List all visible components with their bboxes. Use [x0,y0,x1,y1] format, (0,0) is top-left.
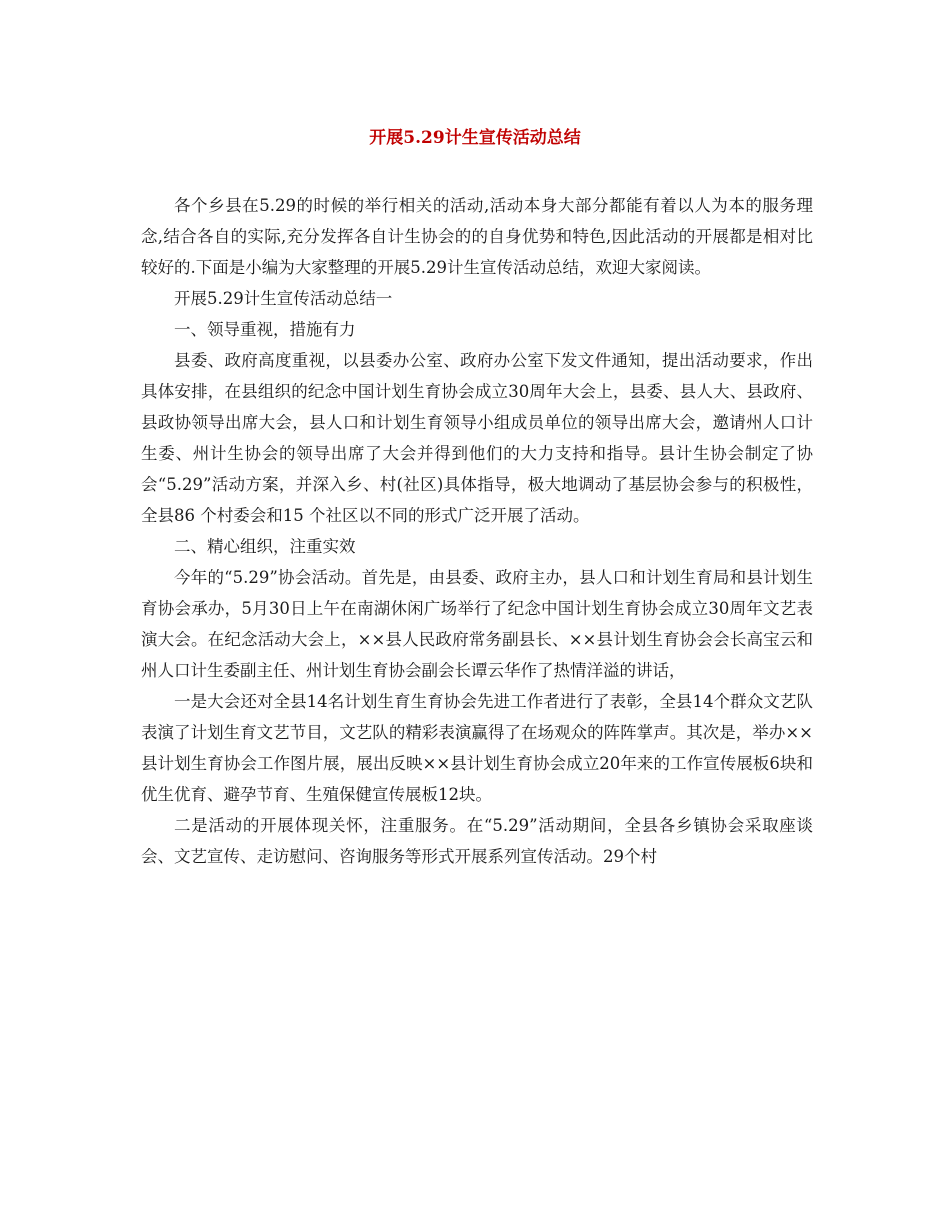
document-title: 开展5.29计生宣传活动总结 [369,128,581,148]
section-subtitle: 开展5.29计生宣传活动总结一 [174,289,393,308]
document-body [141,190,813,872]
body-paragraph: 二是活动的开展体现关怀，注重服务。在“5.29”活动期间，全县各乡镇协会采取座谈会、文艺宣传、走访慰问、咨询服务等形式开展系列宣传活动。29个村 [141,816,813,866]
section-heading-2: 二、精心组织，注重实效 [174,537,356,556]
body-paragraph: 县委、政府高度重视，以县委办公室、政府办公室下发文件通知，提出活动要求，作出具体安排，在县组织的纪念中国计划生育协会成立30周年大会上，县委、县人大、县政府、县政协领导出席大会，县人口和计划生育领导小组成员单位的领导出席大会，邀请州人口计生委、州计生协会的领导出席了大会并得到他们的大力支持和指导。县计生协会制定了协会“5.29”活动方案，并深入乡、村(社区)具体指导，极大地调动了基层协会参与的积极性，全县86 个村委会和15 个社区以不同的形式广泛开展了活动。 [141,351,813,525]
intro-paragraph: 各个乡县在5.29的时候的举行相关的活动,活动本身大部分都能有着以人为本的服务理念,结合各自的实际,充分发挥各自计生协会的的自身优势和特色,因此活动的开展都是相对比较好的.下面是小编为大家整理的开展5.29计生宣传活动总结，欢迎大家阅读。 [141,196,813,277]
section-heading-1: 一、领导重视，措施有力 [174,320,356,339]
body-paragraph: 今年的“5.29”协会活动。首先是，由县委、政府主办，县人口和计划生育局和县计划生育协会承办，5月30日上午在南湖休闲广场举行了纪念中国计划生育协会成立30周年文艺表演大会。在纪念活动大会上，××县人民政府常务副县长、××县计划生育协会会长高宝云和州人口计生委副主任、州计划生育协会副会长谭云华作了热情洋溢的讲话， [141,568,813,680]
body-paragraph: 一是大会还对全县14名计划生育生育协会先进工作者进行了表彰，全县14个群众文艺队表演了计划生育文艺节目，文艺队的精彩表演赢得了在场观众的阵阵掌声。其次是，举办××县计划生育协会工作图片展，展出反映××县计划生育协会成立20年来的工作宣传展板6块和优生优育、避孕节育、生殖保健宣传展板12块。 [141,692,813,804]
